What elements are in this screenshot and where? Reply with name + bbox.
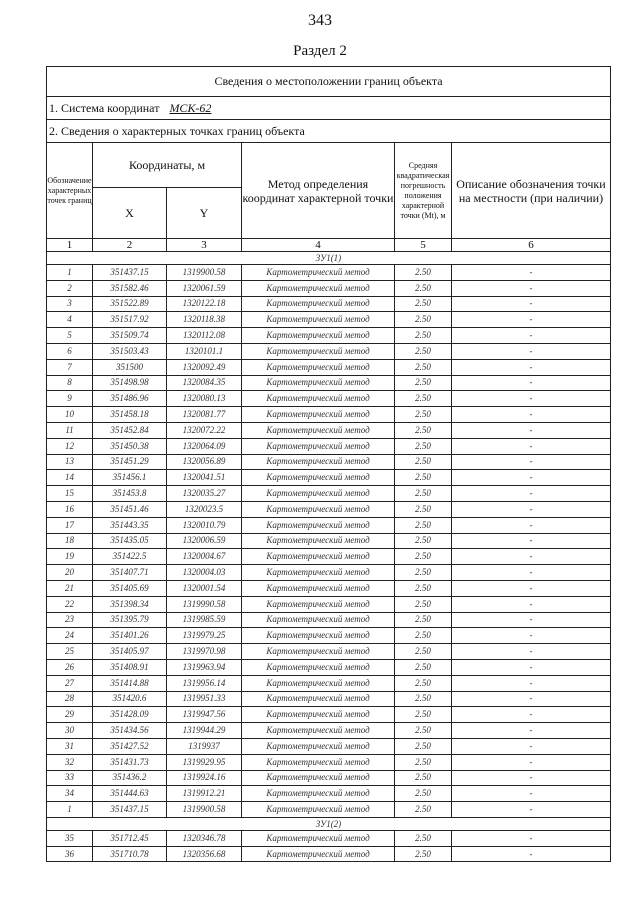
description-cell: - xyxy=(452,312,611,328)
y-coordinate-cell: 1319963.94 xyxy=(167,659,242,675)
method-cell: Картометрический метод xyxy=(242,265,395,281)
description-cell: - xyxy=(452,565,611,581)
table-row xyxy=(47,830,611,846)
error-cell: 2.50 xyxy=(395,265,452,281)
point-number-cell: 18 xyxy=(47,533,93,549)
error-cell: 2.50 xyxy=(395,422,452,438)
table-row xyxy=(47,596,611,612)
x-coordinate-cell: 351582.46 xyxy=(93,280,167,296)
point-number-cell: 17 xyxy=(47,517,93,533)
y-coordinate-cell: 1319956.14 xyxy=(167,675,242,691)
point-number-cell: 30 xyxy=(47,723,93,739)
method-cell: Картометрический метод xyxy=(242,454,395,470)
error-cell: 2.50 xyxy=(395,280,452,296)
y-coordinate-cell: 1320112.08 xyxy=(167,328,242,344)
method-cell: Картометрический метод xyxy=(242,580,395,596)
point-number-cell: 19 xyxy=(47,549,93,565)
y-coordinate-cell: 1319900.58 xyxy=(167,265,242,281)
y-coordinate-cell: 1320080.13 xyxy=(167,391,242,407)
error-cell: 2.50 xyxy=(395,830,452,846)
point-number-cell: 1 xyxy=(47,802,93,818)
header-error: Средняя квадратическая погрешность положения характерной точки (Mt), м xyxy=(395,143,452,239)
description-cell: - xyxy=(452,407,611,423)
method-cell: Картометрический метод xyxy=(242,517,395,533)
point-number-cell: 22 xyxy=(47,596,93,612)
error-cell: 2.50 xyxy=(395,738,452,754)
coordinate-system-row xyxy=(47,97,611,120)
method-cell: Картометрический метод xyxy=(242,501,395,517)
header-x: X xyxy=(93,188,167,239)
table-row xyxy=(47,407,611,423)
error-cell: 2.50 xyxy=(395,707,452,723)
point-number-cell: 24 xyxy=(47,628,93,644)
error-cell: 2.50 xyxy=(395,691,452,707)
table-row xyxy=(47,265,611,281)
error-cell: 2.50 xyxy=(395,517,452,533)
error-cell: 2.50 xyxy=(395,846,452,862)
table-row xyxy=(47,391,611,407)
method-cell: Картометрический метод xyxy=(242,628,395,644)
point-number-cell: 35 xyxy=(47,830,93,846)
x-coordinate-cell: 351451.46 xyxy=(93,501,167,517)
y-coordinate-cell: 1320023.5 xyxy=(167,501,242,517)
header-description: Описание обозначения точки на местности (при наличии) xyxy=(452,143,611,239)
boundary-points-table xyxy=(46,66,611,862)
description-cell: - xyxy=(452,628,611,644)
description-cell: - xyxy=(452,675,611,691)
column-number: 2 xyxy=(93,239,167,252)
method-cell: Картометрический метод xyxy=(242,375,395,391)
error-cell: 2.50 xyxy=(395,675,452,691)
x-coordinate-cell: 351414.88 xyxy=(93,675,167,691)
points-section-label: 2. Сведения о характерных точках границ объекта xyxy=(47,120,611,143)
table-row xyxy=(47,470,611,486)
error-cell: 2.50 xyxy=(395,391,452,407)
table-row xyxy=(47,533,611,549)
point-number-cell: 12 xyxy=(47,438,93,454)
table-row xyxy=(47,675,611,691)
description-cell: - xyxy=(452,517,611,533)
table-row xyxy=(47,296,611,312)
point-number-cell: 5 xyxy=(47,328,93,344)
method-cell: Картометрический метод xyxy=(242,312,395,328)
method-cell: Картометрический метод xyxy=(242,738,395,754)
y-coordinate-cell: 1319990.58 xyxy=(167,596,242,612)
x-coordinate-cell: 351444.63 xyxy=(93,786,167,802)
column-number: 6 xyxy=(452,239,611,252)
x-coordinate-cell: 351428.09 xyxy=(93,707,167,723)
description-cell: - xyxy=(452,343,611,359)
table-row xyxy=(47,612,611,628)
x-coordinate-cell: 351437.15 xyxy=(93,802,167,818)
x-coordinate-cell: 351420.6 xyxy=(93,691,167,707)
point-number-cell: 26 xyxy=(47,659,93,675)
point-number-cell: 36 xyxy=(47,846,93,862)
point-number-cell: 33 xyxy=(47,770,93,786)
x-coordinate-cell: 351452.84 xyxy=(93,422,167,438)
column-number: 4 xyxy=(242,239,395,252)
description-cell: - xyxy=(452,659,611,675)
error-cell: 2.50 xyxy=(395,786,452,802)
description-cell: - xyxy=(452,296,611,312)
point-number-cell: 11 xyxy=(47,422,93,438)
method-cell: Картометрический метод xyxy=(242,770,395,786)
header-coordinates: Координаты, м xyxy=(93,143,242,188)
method-cell: Картометрический метод xyxy=(242,486,395,502)
table-row xyxy=(47,343,611,359)
group-row xyxy=(47,817,611,830)
description-cell: - xyxy=(452,280,611,296)
table-row xyxy=(47,786,611,802)
x-coordinate-cell: 351435.05 xyxy=(93,533,167,549)
method-cell: Картометрический метод xyxy=(242,754,395,770)
method-cell: Картометрический метод xyxy=(242,533,395,549)
table-row xyxy=(47,802,611,818)
table-row xyxy=(47,580,611,596)
section-title: Раздел 2 xyxy=(293,43,347,59)
y-coordinate-cell: 1320101.1 xyxy=(167,343,242,359)
error-cell: 2.50 xyxy=(395,659,452,675)
header-y: Y xyxy=(167,188,242,239)
table-row xyxy=(47,565,611,581)
description-cell: - xyxy=(452,707,611,723)
point-number-cell: 32 xyxy=(47,754,93,770)
table-row xyxy=(47,501,611,517)
table-row xyxy=(47,770,611,786)
coordinate-system-value: МСК-62 xyxy=(169,100,212,115)
description-cell: - xyxy=(452,691,611,707)
x-coordinate-cell: 351408.91 xyxy=(93,659,167,675)
y-coordinate-cell: 1320010.79 xyxy=(167,517,242,533)
y-coordinate-cell: 1320004.67 xyxy=(167,549,242,565)
point-number-cell: 29 xyxy=(47,707,93,723)
x-coordinate-cell: 351458.18 xyxy=(93,407,167,423)
x-coordinate-cell: 351503.43 xyxy=(93,343,167,359)
x-coordinate-cell: 351405.69 xyxy=(93,580,167,596)
error-cell: 2.50 xyxy=(395,486,452,502)
description-cell: - xyxy=(452,486,611,502)
y-coordinate-cell: 1320081.77 xyxy=(167,407,242,423)
y-coordinate-cell: 1319970.98 xyxy=(167,644,242,660)
x-coordinate-cell: 351498.98 xyxy=(93,375,167,391)
description-cell: - xyxy=(452,644,611,660)
point-number-cell: 8 xyxy=(47,375,93,391)
x-coordinate-cell: 351422.5 xyxy=(93,549,167,565)
method-cell: Картометрический метод xyxy=(242,565,395,581)
description-cell: - xyxy=(452,328,611,344)
table-row xyxy=(47,454,611,470)
column-number: 1 xyxy=(47,239,93,252)
x-coordinate-cell: 351398.34 xyxy=(93,596,167,612)
method-cell: Картометрический метод xyxy=(242,723,395,739)
x-coordinate-cell: 351517.92 xyxy=(93,312,167,328)
point-number-cell: 9 xyxy=(47,391,93,407)
method-cell: Картометрический метод xyxy=(242,802,395,818)
method-cell: Картометрический метод xyxy=(242,596,395,612)
error-cell: 2.50 xyxy=(395,644,452,660)
method-cell: Картометрический метод xyxy=(242,644,395,660)
point-number-cell: 1 xyxy=(47,265,93,281)
error-cell: 2.50 xyxy=(395,454,452,470)
x-coordinate-cell: 351453.8 xyxy=(93,486,167,502)
group-name: ЗУ1(1) xyxy=(47,252,611,265)
description-cell: - xyxy=(452,723,611,739)
y-coordinate-cell: 1320004.03 xyxy=(167,565,242,581)
point-number-cell: 6 xyxy=(47,343,93,359)
x-coordinate-cell: 351710.78 xyxy=(93,846,167,862)
error-cell: 2.50 xyxy=(395,375,452,391)
group-name: ЗУ1(2) xyxy=(47,817,611,830)
method-cell: Картометрический метод xyxy=(242,707,395,723)
method-cell: Картометрический метод xyxy=(242,422,395,438)
point-number-cell: 13 xyxy=(47,454,93,470)
y-coordinate-cell: 1319979.25 xyxy=(167,628,242,644)
point-number-cell: 2 xyxy=(47,280,93,296)
point-number-cell: 4 xyxy=(47,312,93,328)
method-cell: Картометрический метод xyxy=(242,675,395,691)
table-row xyxy=(47,422,611,438)
coordinate-system-label: 1. Система координат xyxy=(49,100,160,115)
y-coordinate-cell: 1320072.22 xyxy=(167,422,242,438)
point-number-cell: 14 xyxy=(47,470,93,486)
error-cell: 2.50 xyxy=(395,470,452,486)
method-cell: Картометрический метод xyxy=(242,846,395,862)
method-cell: Картометрический метод xyxy=(242,470,395,486)
page-number: 343 xyxy=(308,12,332,29)
description-cell: - xyxy=(452,738,611,754)
description-cell: - xyxy=(452,754,611,770)
y-coordinate-cell: 1320118.38 xyxy=(167,312,242,328)
x-coordinate-cell: 351407.71 xyxy=(93,565,167,581)
description-cell: - xyxy=(452,438,611,454)
table-row xyxy=(47,644,611,660)
table-row xyxy=(47,707,611,723)
table-row xyxy=(47,280,611,296)
table-row xyxy=(47,312,611,328)
y-coordinate-cell: 1320084.35 xyxy=(167,375,242,391)
x-coordinate-cell: 351712.45 xyxy=(93,830,167,846)
x-coordinate-cell: 351427.52 xyxy=(93,738,167,754)
error-cell: 2.50 xyxy=(395,359,452,375)
description-cell: - xyxy=(452,454,611,470)
y-coordinate-cell: 1319937 xyxy=(167,738,242,754)
error-cell: 2.50 xyxy=(395,407,452,423)
x-coordinate-cell: 351401.26 xyxy=(93,628,167,644)
error-cell: 2.50 xyxy=(395,549,452,565)
method-cell: Картометрический метод xyxy=(242,280,395,296)
method-cell: Картометрический метод xyxy=(242,328,395,344)
error-cell: 2.50 xyxy=(395,770,452,786)
y-coordinate-cell: 1320092.49 xyxy=(167,359,242,375)
method-cell: Картометрический метод xyxy=(242,659,395,675)
x-coordinate-cell: 351486.96 xyxy=(93,391,167,407)
header-designation: Обозначение характерных точек границ xyxy=(47,143,93,239)
point-number-cell: 10 xyxy=(47,407,93,423)
point-number-cell: 16 xyxy=(47,501,93,517)
table-row xyxy=(47,723,611,739)
point-number-cell: 21 xyxy=(47,580,93,596)
x-coordinate-cell: 351434.56 xyxy=(93,723,167,739)
y-coordinate-cell: 1319929.95 xyxy=(167,754,242,770)
column-number: 3 xyxy=(167,239,242,252)
y-coordinate-cell: 1320122.18 xyxy=(167,296,242,312)
error-cell: 2.50 xyxy=(395,343,452,359)
description-cell: - xyxy=(452,580,611,596)
description-cell: - xyxy=(452,612,611,628)
description-cell: - xyxy=(452,533,611,549)
table-row xyxy=(47,754,611,770)
description-cell: - xyxy=(452,802,611,818)
description-cell: - xyxy=(452,501,611,517)
y-coordinate-cell: 1320346.78 xyxy=(167,830,242,846)
point-number-cell: 31 xyxy=(47,738,93,754)
table-row xyxy=(47,359,611,375)
point-number-cell: 15 xyxy=(47,486,93,502)
error-cell: 2.50 xyxy=(395,628,452,644)
error-cell: 2.50 xyxy=(395,802,452,818)
description-cell: - xyxy=(452,265,611,281)
table-title: Сведения о местоположении границ объекта xyxy=(47,67,611,97)
column-number: 5 xyxy=(395,239,452,252)
method-cell: Картометрический метод xyxy=(242,549,395,565)
method-cell: Картометрический метод xyxy=(242,359,395,375)
x-coordinate-cell: 351443.35 xyxy=(93,517,167,533)
error-cell: 2.50 xyxy=(395,312,452,328)
error-cell: 2.50 xyxy=(395,438,452,454)
y-coordinate-cell: 1319924.16 xyxy=(167,770,242,786)
description-cell: - xyxy=(452,470,611,486)
y-coordinate-cell: 1320064.09 xyxy=(167,438,242,454)
point-number-cell: 7 xyxy=(47,359,93,375)
method-cell: Картометрический метод xyxy=(242,786,395,802)
y-coordinate-cell: 1320056.89 xyxy=(167,454,242,470)
method-cell: Картометрический метод xyxy=(242,407,395,423)
x-coordinate-cell: 351456.1 xyxy=(93,470,167,486)
y-coordinate-cell: 1320061.59 xyxy=(167,280,242,296)
table-row xyxy=(47,846,611,862)
table-row xyxy=(47,659,611,675)
method-cell: Картометрический метод xyxy=(242,343,395,359)
x-coordinate-cell: 351395.79 xyxy=(93,612,167,628)
x-coordinate-cell: 351500 xyxy=(93,359,167,375)
method-cell: Картометрический метод xyxy=(242,296,395,312)
table-row xyxy=(47,691,611,707)
y-coordinate-cell: 1319912.21 xyxy=(167,786,242,802)
table-row xyxy=(47,738,611,754)
description-cell: - xyxy=(452,786,611,802)
error-cell: 2.50 xyxy=(395,533,452,549)
y-coordinate-cell: 1320001.54 xyxy=(167,580,242,596)
error-cell: 2.50 xyxy=(395,580,452,596)
description-cell: - xyxy=(452,359,611,375)
method-cell: Картометрический метод xyxy=(242,391,395,407)
x-coordinate-cell: 351437.15 xyxy=(93,265,167,281)
table-row xyxy=(47,549,611,565)
point-number-cell: 34 xyxy=(47,786,93,802)
description-cell: - xyxy=(452,391,611,407)
y-coordinate-cell: 1320035.27 xyxy=(167,486,242,502)
y-coordinate-cell: 1320041.51 xyxy=(167,470,242,486)
description-cell: - xyxy=(452,830,611,846)
error-cell: 2.50 xyxy=(395,296,452,312)
y-coordinate-cell: 1320356.68 xyxy=(167,846,242,862)
error-cell: 2.50 xyxy=(395,754,452,770)
error-cell: 2.50 xyxy=(395,596,452,612)
method-cell: Картометрический метод xyxy=(242,612,395,628)
y-coordinate-cell: 1319951.33 xyxy=(167,691,242,707)
table-row xyxy=(47,517,611,533)
error-cell: 2.50 xyxy=(395,328,452,344)
description-cell: - xyxy=(452,422,611,438)
x-coordinate-cell: 351522.89 xyxy=(93,296,167,312)
x-coordinate-cell: 351450.38 xyxy=(93,438,167,454)
error-cell: 2.50 xyxy=(395,612,452,628)
table-row xyxy=(47,438,611,454)
error-cell: 2.50 xyxy=(395,501,452,517)
table-row xyxy=(47,486,611,502)
description-cell: - xyxy=(452,596,611,612)
method-cell: Картометрический метод xyxy=(242,830,395,846)
method-cell: Картометрический метод xyxy=(242,438,395,454)
y-coordinate-cell: 1319900.58 xyxy=(167,802,242,818)
y-coordinate-cell: 1319947.56 xyxy=(167,707,242,723)
point-number-cell: 28 xyxy=(47,691,93,707)
description-cell: - xyxy=(452,549,611,565)
x-coordinate-cell: 351431.73 xyxy=(93,754,167,770)
x-coordinate-cell: 351436.2 xyxy=(93,770,167,786)
y-coordinate-cell: 1319944.29 xyxy=(167,723,242,739)
table-row xyxy=(47,375,611,391)
x-coordinate-cell: 351405.97 xyxy=(93,644,167,660)
error-cell: 2.50 xyxy=(395,723,452,739)
header-method: Метод определения координат характерной точки xyxy=(242,143,395,239)
group-row xyxy=(47,252,611,265)
table-row xyxy=(47,328,611,344)
table-row xyxy=(47,628,611,644)
point-number-cell: 20 xyxy=(47,565,93,581)
method-cell: Картометрический метод xyxy=(242,691,395,707)
y-coordinate-cell: 1320006.59 xyxy=(167,533,242,549)
point-number-cell: 25 xyxy=(47,644,93,660)
point-number-cell: 27 xyxy=(47,675,93,691)
description-cell: - xyxy=(452,846,611,862)
y-coordinate-cell: 1319985.59 xyxy=(167,612,242,628)
description-cell: - xyxy=(452,375,611,391)
point-number-cell: 23 xyxy=(47,612,93,628)
description-cell: - xyxy=(452,770,611,786)
x-coordinate-cell: 351509.74 xyxy=(93,328,167,344)
error-cell: 2.50 xyxy=(395,565,452,581)
x-coordinate-cell: 351451.29 xyxy=(93,454,167,470)
point-number-cell: 3 xyxy=(47,296,93,312)
